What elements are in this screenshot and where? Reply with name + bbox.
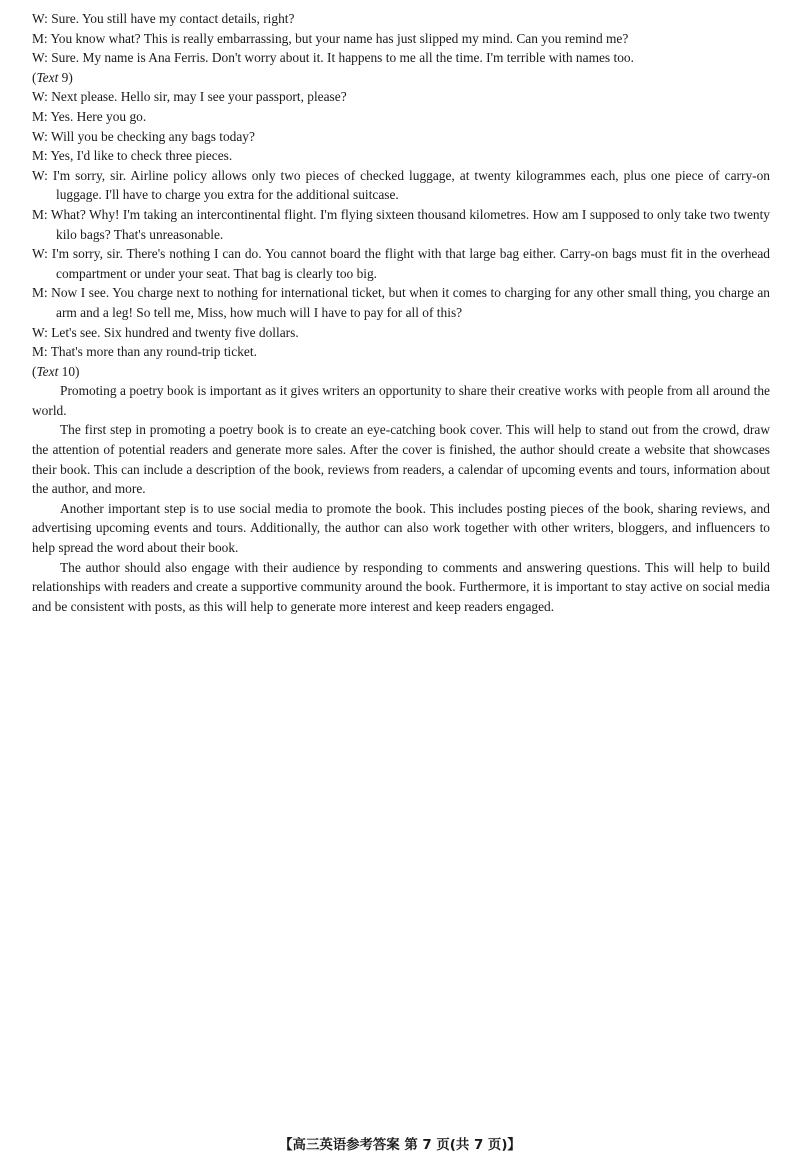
dialogue-line: W: I'm sorry, sir. There's nothing I can do. You cannot board the flight with that large bag either. Carry-on bags must fit in the overhead compartment or under your seat. That bag is clearly too big. xyxy=(32,246,770,281)
dialogue-line: M: That's more than any round-trip ticket. xyxy=(32,344,257,360)
text10-paragraph: The first step in promoting a poetry book is to create an eye-catching book cover. This will help to stand out from the crowd, draw the attention of potential readers and generate more sales. After the cover is finished, the author should create a website that showcases their book. This can include a description of the book, reviews from readers, a calendar of upcoming events and tours, information about the author, and more. xyxy=(32,422,770,497)
text10-label-num: 10 xyxy=(58,363,76,379)
dialogue-line: W: Next please. Hello sir, may I see your passport, please? xyxy=(32,89,347,105)
page-footer: 【高三英语参考答案 第 7 页(共 7 页)】 xyxy=(279,1138,521,1153)
text9-label-word: Text xyxy=(36,69,59,85)
text10-label-word: Text xyxy=(36,363,59,379)
dialogue-line: M: What? Why! I'm taking an intercontinental flight. I'm flying sixteen thousand kilometres. How am I supposed to only take two twenty kilo bags? That's unreasonable. xyxy=(32,206,770,242)
text10-paragraph: The author should also engage with their audience by responding to comments and answering questions. This will help to build relationships with readers and create a supportive community around the book. Furthermore, it is important to stay active on social media and be consistent with posts, as this will help to generate more interest and keep readers engaged. xyxy=(32,559,770,614)
dialogue-line: M: You know what? This is really embarrassing, but your name has just slipped my mind. Can you remind me? xyxy=(32,30,629,46)
text10-paragraph: Promoting a poetry book is important as it gives writers an opportunity to share their creative works with people from all around the world. xyxy=(32,383,770,418)
text9-label: (Text 9) xyxy=(32,69,73,85)
dialogue-line: M: Yes. Here you go. xyxy=(32,108,147,124)
dialogue-line: M: Now I see. You charge next to nothing for international ticket, but when it comes to charging for any other small thing, you charge an arm and a leg! So tell me, Miss, how much will I have to pay for all of this? xyxy=(32,285,770,320)
text9-label-num: 9 xyxy=(58,69,69,85)
document-body xyxy=(32,9,770,616)
dialogue-line: W: Let's see. Six hundred and twenty five dollars. xyxy=(32,324,299,340)
dialogue-line: W: Sure. My name is Ana Ferris. Don't worry about it. It happens to me all the time. I'm terrible with names too. xyxy=(32,50,634,66)
text10-paragraph: Another important step is to use social media to promote the book. This includes posting pieces of the book, sharing reviews, and advertising upcoming events and tours. Additionally, the author can also work together with other writers, bloggers, and influencers to help spread the word about their book. xyxy=(32,500,770,556)
dialogue-line: W: I'm sorry, sir. Airline policy allows only two pieces of checked luggage, at twenty kilogrammes each, plus one piece of carry-on luggage. I'll have to charge you extra for the additional suitcase. xyxy=(32,167,770,203)
dialogue-line: W: Will you be checking any bags today? xyxy=(32,128,255,144)
dialogue-line: M: Yes, I'd like to check three pieces. xyxy=(32,148,233,164)
text10-label: (Text 10) xyxy=(32,363,80,379)
dialogue-line: W: Sure. You still have my contact details, right? xyxy=(32,11,295,26)
